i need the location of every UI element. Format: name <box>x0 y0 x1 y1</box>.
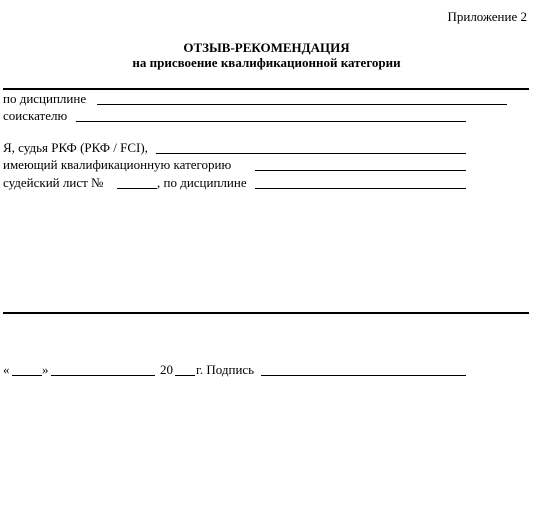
quote-open: « <box>3 362 10 377</box>
bottom-divider <box>3 312 529 314</box>
date-signature-row <box>3 362 523 378</box>
title-subtitle: на присвоение квалификационной категории <box>132 55 401 70</box>
applicant-label: соискателю <box>3 108 68 123</box>
judge-label: Я, судья РКФ (РКФ / FCI), <box>3 140 148 155</box>
signature-field[interactable] <box>261 362 466 376</box>
title-main: ОТЗЫВ-РЕКОМЕНДАЦИЯ <box>183 40 350 55</box>
sheet-row <box>3 175 523 191</box>
day-field[interactable] <box>12 362 42 376</box>
year-prefix: 20 <box>160 362 173 377</box>
year-field[interactable] <box>175 362 195 376</box>
applicant-field[interactable] <box>76 108 466 122</box>
applicant-row <box>3 108 523 124</box>
quote-close: » <box>42 362 49 377</box>
sheet-number-field[interactable] <box>117 175 157 189</box>
category-row <box>3 157 523 173</box>
sheet-discipline-field[interactable] <box>255 175 466 189</box>
month-field[interactable] <box>51 362 155 376</box>
category-label: имеющий квалификационную категорию <box>3 157 232 172</box>
category-field[interactable] <box>255 157 466 171</box>
sheet-discipline-label: , по дисциплине <box>157 175 247 190</box>
discipline-field[interactable] <box>97 91 507 105</box>
discipline-label: по дисциплине <box>3 91 87 106</box>
top-divider <box>3 88 529 90</box>
signature-label: г. Подпись <box>196 362 255 377</box>
appendix-label: Приложение 2 <box>447 9 527 24</box>
sheet-label: судейский лист № <box>3 175 104 190</box>
judge-name-field[interactable] <box>156 140 466 154</box>
discipline-row <box>3 91 523 107</box>
document-title <box>0 40 533 70</box>
judge-row <box>3 140 523 156</box>
